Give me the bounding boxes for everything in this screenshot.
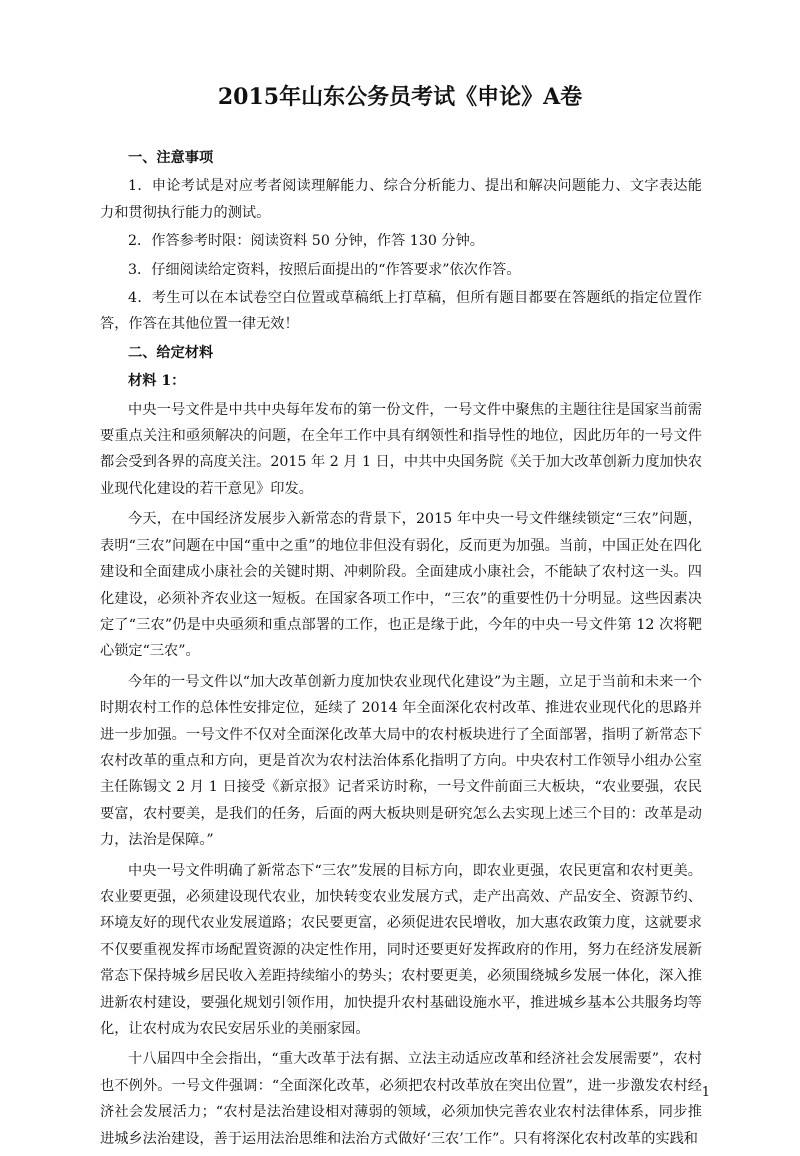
note-item-2: 2．作答参考时限：阅读资料 50 分钟，作答 130 分钟。 bbox=[128, 233, 484, 250]
note-item-1: 1．申论考试是对应考者阅读理解能力、综合分析能力、提出和解决问题能力、文字表达能力和贯彻执行能力的测试。 bbox=[100, 178, 702, 221]
page-number: 1 bbox=[701, 1085, 710, 1100]
note-item-4: 4．考生可以在本试卷空白位置或草稿纸上打草稿，但所有题目都要在答题纸的指定位置作答，作答在其他位置一律无效！ bbox=[100, 290, 702, 333]
material-paragraph-2: 今天，在中国经济发展步入新常态的背景下，2015 年中央一号文件继续锁定“三农”问题，表明“三农”问题在中国“重中之重”的地位非但没有弱化，反而更为加强。当前，中国正处在四化建设和全面建成小康社会的关键时期、冲刺阶段。全面建成小康社会，不能缺了农村这一头。四化建设，必须补齐农业这一短板。在国家各项工作中，“三农”的重要性仍十分明显。这些因素决定了“三农”仍是中央亟须和重点部署的工作，也正是缘于此，今年的中央一号文件第 12 次将靶心锁定“三农”。 bbox=[100, 511, 702, 660]
material-paragraph-4: 中央一号文件明确了新常态下“三农”发展的目标方向，即农业更强，农民更富和农村更美。农业要更强，必须建设现代农业，加快转变农业发展方式，走产出高效、产品安全、资源节约、环境友好的现代农业发展道路；农民要更富，必须促进农民增收，加大惠农政策力度，这就要求不仅要重视发挥市场配置资源的决定性作用，同时还要更好发挥政府的作用，努力在经济发展新常态下保持城乡居民收入差距持续缩小的势头；农村要更美，必须围绕城乡发展一体化，深入推进新农村建设，要强化规划引领作用，加快提升农村基础设施水平，推进城乡基本公共服务均等化，让农村成为农民安居乐业的美丽家园。 bbox=[100, 862, 702, 1037]
section-heading-materials: 二、给定材料 bbox=[128, 344, 214, 361]
document-title: 2015年山东公务员考试《申论》A卷 bbox=[217, 84, 583, 110]
material-paragraph-3: 今年的一号文件以“加大改革创新力度加快农业现代化建设”为主题，立足于当前和未来一个时期农村工作的总体性安排定位，延续了 2014 年全面深化农村改革、推进农业现代化的思路并进一步加强。一号文件不仅对全面深化改革大局中的农村板块进行了全面部署，指明了新常态下农村改革的重点和方向，更是首次为农村法治体系化指明了方向。中央农村工作领导小组办公室主任陈锡文 2 月 1 日接受《新京报》记者采访时称，一号文件前面三大板块，“农业要强，农民要富，农村要美，是我们的任务，后面的两大板块则是研究怎么去实现上述三个目的：改革是动力，法治是保障。” bbox=[100, 673, 702, 849]
document-body bbox=[100, 145, 702, 1156]
material-paragraph-1: 中央一号文件是中共中央每年发布的第一份文件，一号文件中聚焦的主题往往是国家当前需要重点关注和亟须解决的问题，在全年工作中具有纲领性和指导性的地位，因此历年的一号文件都会受到各界的高度关注。2015 年 2 月 1 日，中共中央国务院《关于加大改革创新力度加快农业现代化建设的若干意见》印发。 bbox=[100, 401, 702, 497]
material-label: 材料 1： bbox=[128, 373, 186, 390]
section-heading-notes: 一、注意事项 bbox=[128, 150, 214, 166]
note-item-3: 3．仔细阅读给定资料，按照后面提出的“作答要求”依次作答。 bbox=[128, 261, 521, 278]
material-paragraph-5: 十八届四中全会指出，“重大改革于法有据、立法主动适应改革和经济社会发展需要”，农村也不例外。一号文件强调：“全面深化改革，必须把农村改革放在突出位置”，进一步激发农村经济社会发展活力；“农村是法治建设相对薄弱的领域，必须加快完善农业农村法律体系，同步推进城乡法治建设，善于运用法治思维和法治方式做好‘三农’工作”。只有将深化农村改革的实践和 bbox=[100, 1051, 702, 1147]
